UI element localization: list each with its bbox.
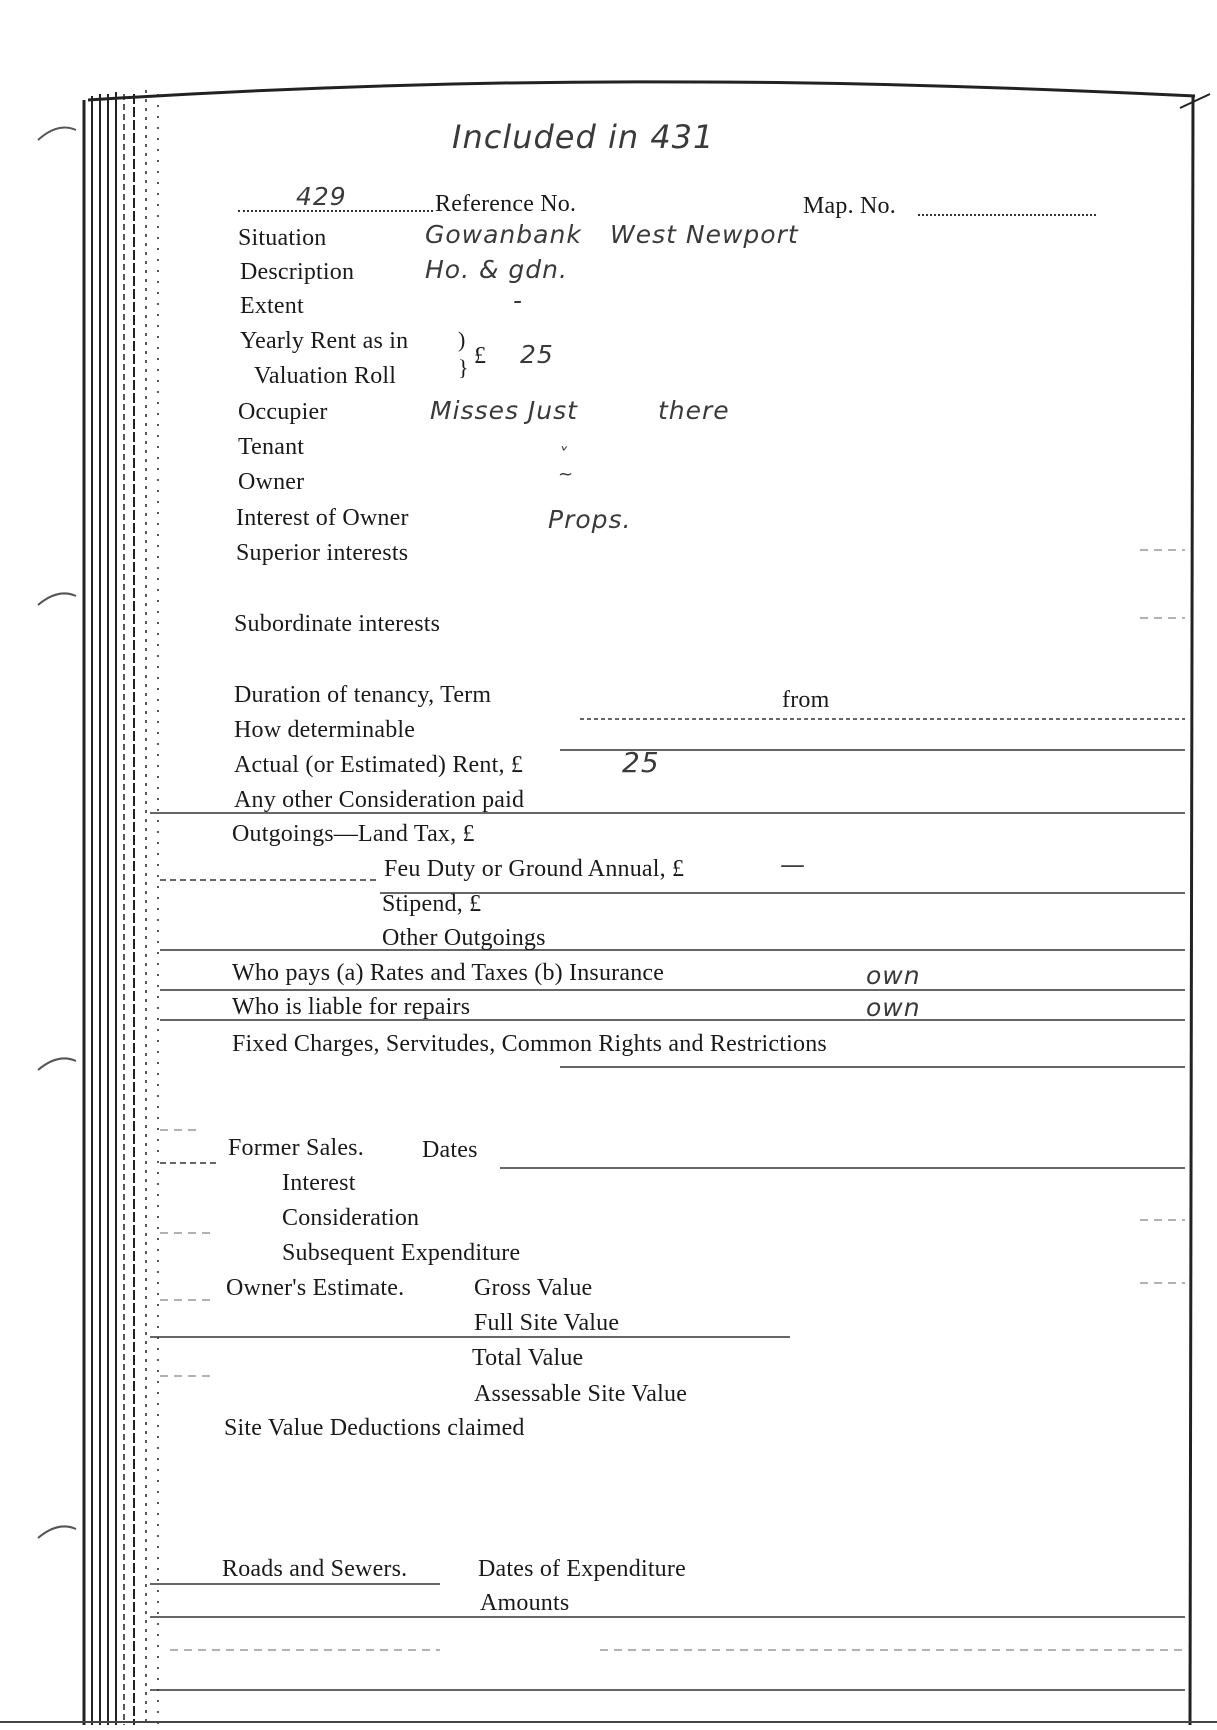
feu-duty-value: — (780, 850, 806, 879)
interest-of-owner-value: Props. (548, 505, 632, 534)
who-pays-label: Who pays (a) Rates and Taxes (b) Insurance (232, 960, 665, 986)
outgoings-land-tax-label: Outgoings—Land Tax, £ (232, 821, 475, 847)
who-is-liable-value: own (866, 993, 921, 1022)
tenant-ditto-mark: ˬ (560, 430, 570, 451)
yearly-rent-brace-top: ) (458, 327, 466, 352)
roads-and-sewers-label: Roads and Sewers. (222, 1556, 408, 1582)
interest-of-owner-label: Interest of Owner (236, 505, 409, 531)
map-no-label: Map. No. (803, 193, 896, 219)
full-site-value-label: Full Site Value (474, 1310, 620, 1336)
description-label: Description (240, 259, 355, 285)
superior-interests-label: Superior interests (236, 540, 409, 566)
other-outgoings-label: Other Outgoings (382, 925, 546, 951)
yearly-rent-brace-bottom: } (458, 355, 469, 380)
map-no-dotted-line (918, 214, 1096, 216)
subordinate-interests-label: Subordinate interests (234, 611, 441, 637)
assessable-site-value-label: Assessable Site Value (474, 1381, 688, 1407)
yearly-rent-label-line2: Valuation Roll (254, 363, 397, 389)
former-sales-consideration-label: Consideration (282, 1205, 420, 1231)
total-value-label: Total Value (472, 1345, 584, 1371)
header-note: Included in 431 (452, 118, 715, 156)
occupier-value-there: there (658, 396, 730, 425)
gross-value-label: Gross Value (474, 1275, 593, 1301)
situation-label: Situation (238, 225, 327, 251)
subsequent-expenditure-label: Subsequent Expenditure (282, 1240, 521, 1266)
yearly-rent-label-line1: Yearly Rent as in (240, 328, 409, 354)
who-pays-value: own (866, 961, 921, 990)
situation-value-place: Gowanbank (425, 220, 582, 249)
how-determinable-label: How determinable (234, 717, 416, 743)
who-is-liable-label: Who is liable for repairs (232, 994, 471, 1020)
actual-rent-label: Actual (or Estimated) Rent, £ (234, 752, 524, 778)
former-sales-label: Former Sales. (228, 1135, 364, 1161)
former-sales-interest-label: Interest (282, 1170, 356, 1196)
extent-value: - (513, 286, 524, 315)
former-sales-dates-label: Dates (422, 1137, 478, 1163)
duration-of-tenancy-label: Duration of tenancy, Term (234, 682, 492, 708)
any-other-consideration-label: Any other Consideration paid (234, 787, 525, 813)
from-label: from (782, 687, 830, 713)
fixed-charges-label: Fixed Charges, Servitudes, Common Rights and Restrictions (232, 1031, 827, 1057)
extent-label: Extent (240, 293, 304, 319)
feu-duty-label: Feu Duty or Ground Annual, £ (384, 856, 685, 882)
actual-rent-value: 25 (622, 746, 660, 779)
reference-no-value: 429 (296, 182, 347, 211)
owners-estimate-label: Owner's Estimate. (226, 1275, 405, 1301)
stipend-label: Stipend, £ (382, 891, 482, 917)
dates-of-expenditure-label: Dates of Expenditure (478, 1556, 686, 1582)
occupier-value-names: Misses Just (430, 396, 578, 425)
owner-ditto-mark: ~ (558, 464, 575, 485)
tenant-label: Tenant (238, 434, 305, 460)
situation-value-area: West Newport (610, 220, 799, 249)
yearly-rent-currency: £ (474, 343, 487, 369)
reference-no-label: Reference No. (435, 191, 577, 217)
occupier-label: Occupier (238, 399, 328, 425)
owner-label: Owner (238, 469, 305, 495)
description-value: Ho. & gdn. (425, 255, 568, 284)
site-value-deductions-label: Site Value Deductions claimed (224, 1415, 525, 1441)
yearly-rent-value: 25 (520, 340, 554, 369)
amounts-label: Amounts (480, 1590, 570, 1616)
